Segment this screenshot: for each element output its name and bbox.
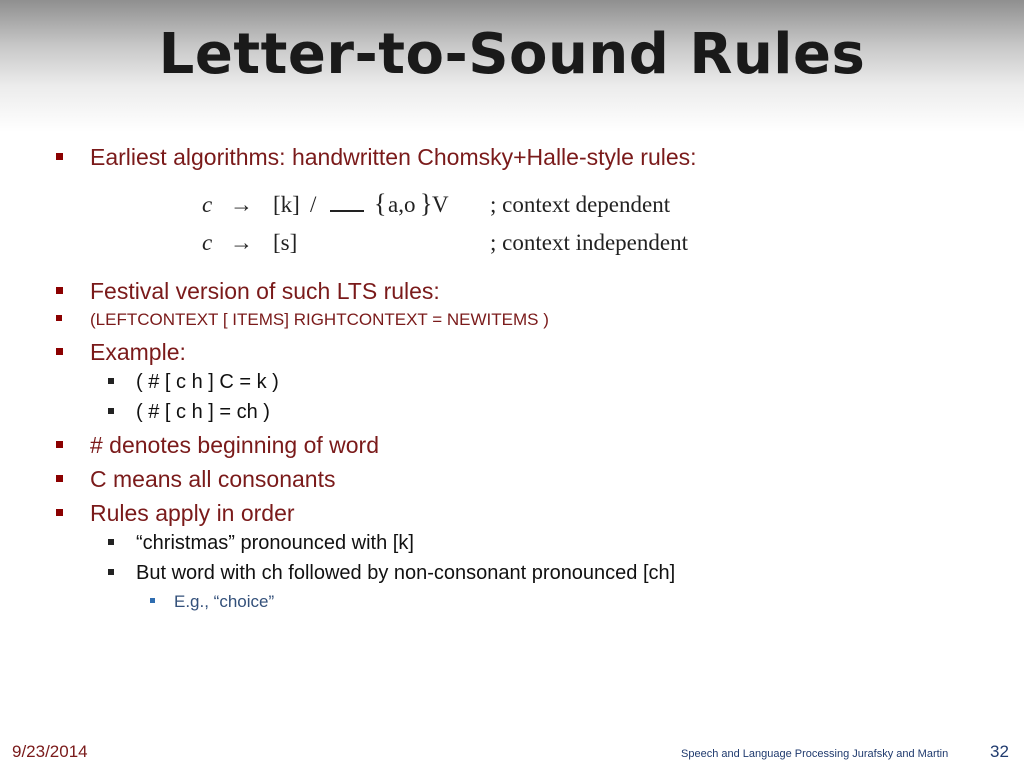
bullet-text: Rules apply in order xyxy=(90,500,295,526)
rule-symbol: c xyxy=(202,230,213,255)
bullet-text: # denotes beginning of word xyxy=(90,432,379,458)
bullet-square-icon xyxy=(108,408,114,414)
sub-sub-bullet-choice xyxy=(150,592,274,612)
rule-output: [k] xyxy=(273,192,300,217)
bullet-square-icon xyxy=(56,348,63,355)
rule-symbol: c xyxy=(202,192,213,217)
footer-credit: Speech and Language Processing Jurafsky and Martin xyxy=(681,748,949,760)
sub-bullet-example-1 xyxy=(108,371,279,394)
slide-title: Letter-to-Sound Rules xyxy=(158,22,866,87)
bullet-festival-version xyxy=(56,278,440,305)
rule-comment: ; context dependent xyxy=(490,192,671,217)
sub-bullet-christmas xyxy=(108,532,414,555)
bullet-square-icon xyxy=(56,315,62,321)
footer-date: 9/23/2014 xyxy=(12,742,88,761)
bullet-text: But word with ch followed by non-consonant pronounced [ch] xyxy=(136,562,676,584)
bullet-text: ( # [ c h ] C = k ) xyxy=(136,371,279,393)
bullet-c-meaning xyxy=(56,466,335,493)
bullet-rules-order xyxy=(56,500,295,527)
bullet-square-icon xyxy=(150,598,155,603)
bullet-square-icon xyxy=(56,153,63,160)
bullet-hash-meaning xyxy=(56,432,379,459)
slide-number: 32 xyxy=(990,742,1009,761)
bullet-square-icon xyxy=(108,378,114,384)
bullet-earliest-algorithms xyxy=(56,144,697,171)
rule-arrow: → xyxy=(230,192,253,217)
bullet-square-icon xyxy=(108,569,114,575)
sub-bullet-example-2 xyxy=(108,401,270,424)
rule-comment: ; context independent xyxy=(490,230,688,255)
bullet-text: Festival version of such LTS rules: xyxy=(90,278,440,304)
rule-blank xyxy=(330,192,364,218)
bullet-square-icon xyxy=(56,287,63,294)
bullet-text: (LEFTCONTEXT [ ITEMS] RIGHTCONTEXT = NEWITEMS ) xyxy=(90,310,549,329)
bullet-text: E.g., “choice” xyxy=(174,592,275,611)
bullet-text: Earliest algorithms: handwritten Chomsky+Halle-style rules: xyxy=(90,144,697,170)
bullet-square-icon xyxy=(56,441,63,448)
bullet-square-icon xyxy=(108,539,114,545)
rule-right-brace: } xyxy=(420,189,433,218)
rule-context: a,o xyxy=(388,192,416,217)
rule-slash: / xyxy=(310,192,317,217)
bullet-text: “christmas” pronounced with [k] xyxy=(136,532,414,554)
sub-bullet-ch-nonconsonant xyxy=(108,562,675,585)
bullet-example xyxy=(56,339,186,366)
bullet-square-icon xyxy=(56,509,63,516)
rule-arrow: → xyxy=(230,230,253,255)
bullet-festival-format xyxy=(56,310,549,330)
rule-left-brace: { xyxy=(374,189,387,218)
bullet-text: C means all consonants xyxy=(90,466,336,492)
bullet-text: ( # [ c h ] = ch ) xyxy=(136,401,270,423)
rule-output: [s] xyxy=(273,230,298,255)
bullet-square-icon xyxy=(56,475,63,482)
rule-ctx-after: V xyxy=(432,192,449,217)
bullet-text: Example: xyxy=(90,339,186,365)
